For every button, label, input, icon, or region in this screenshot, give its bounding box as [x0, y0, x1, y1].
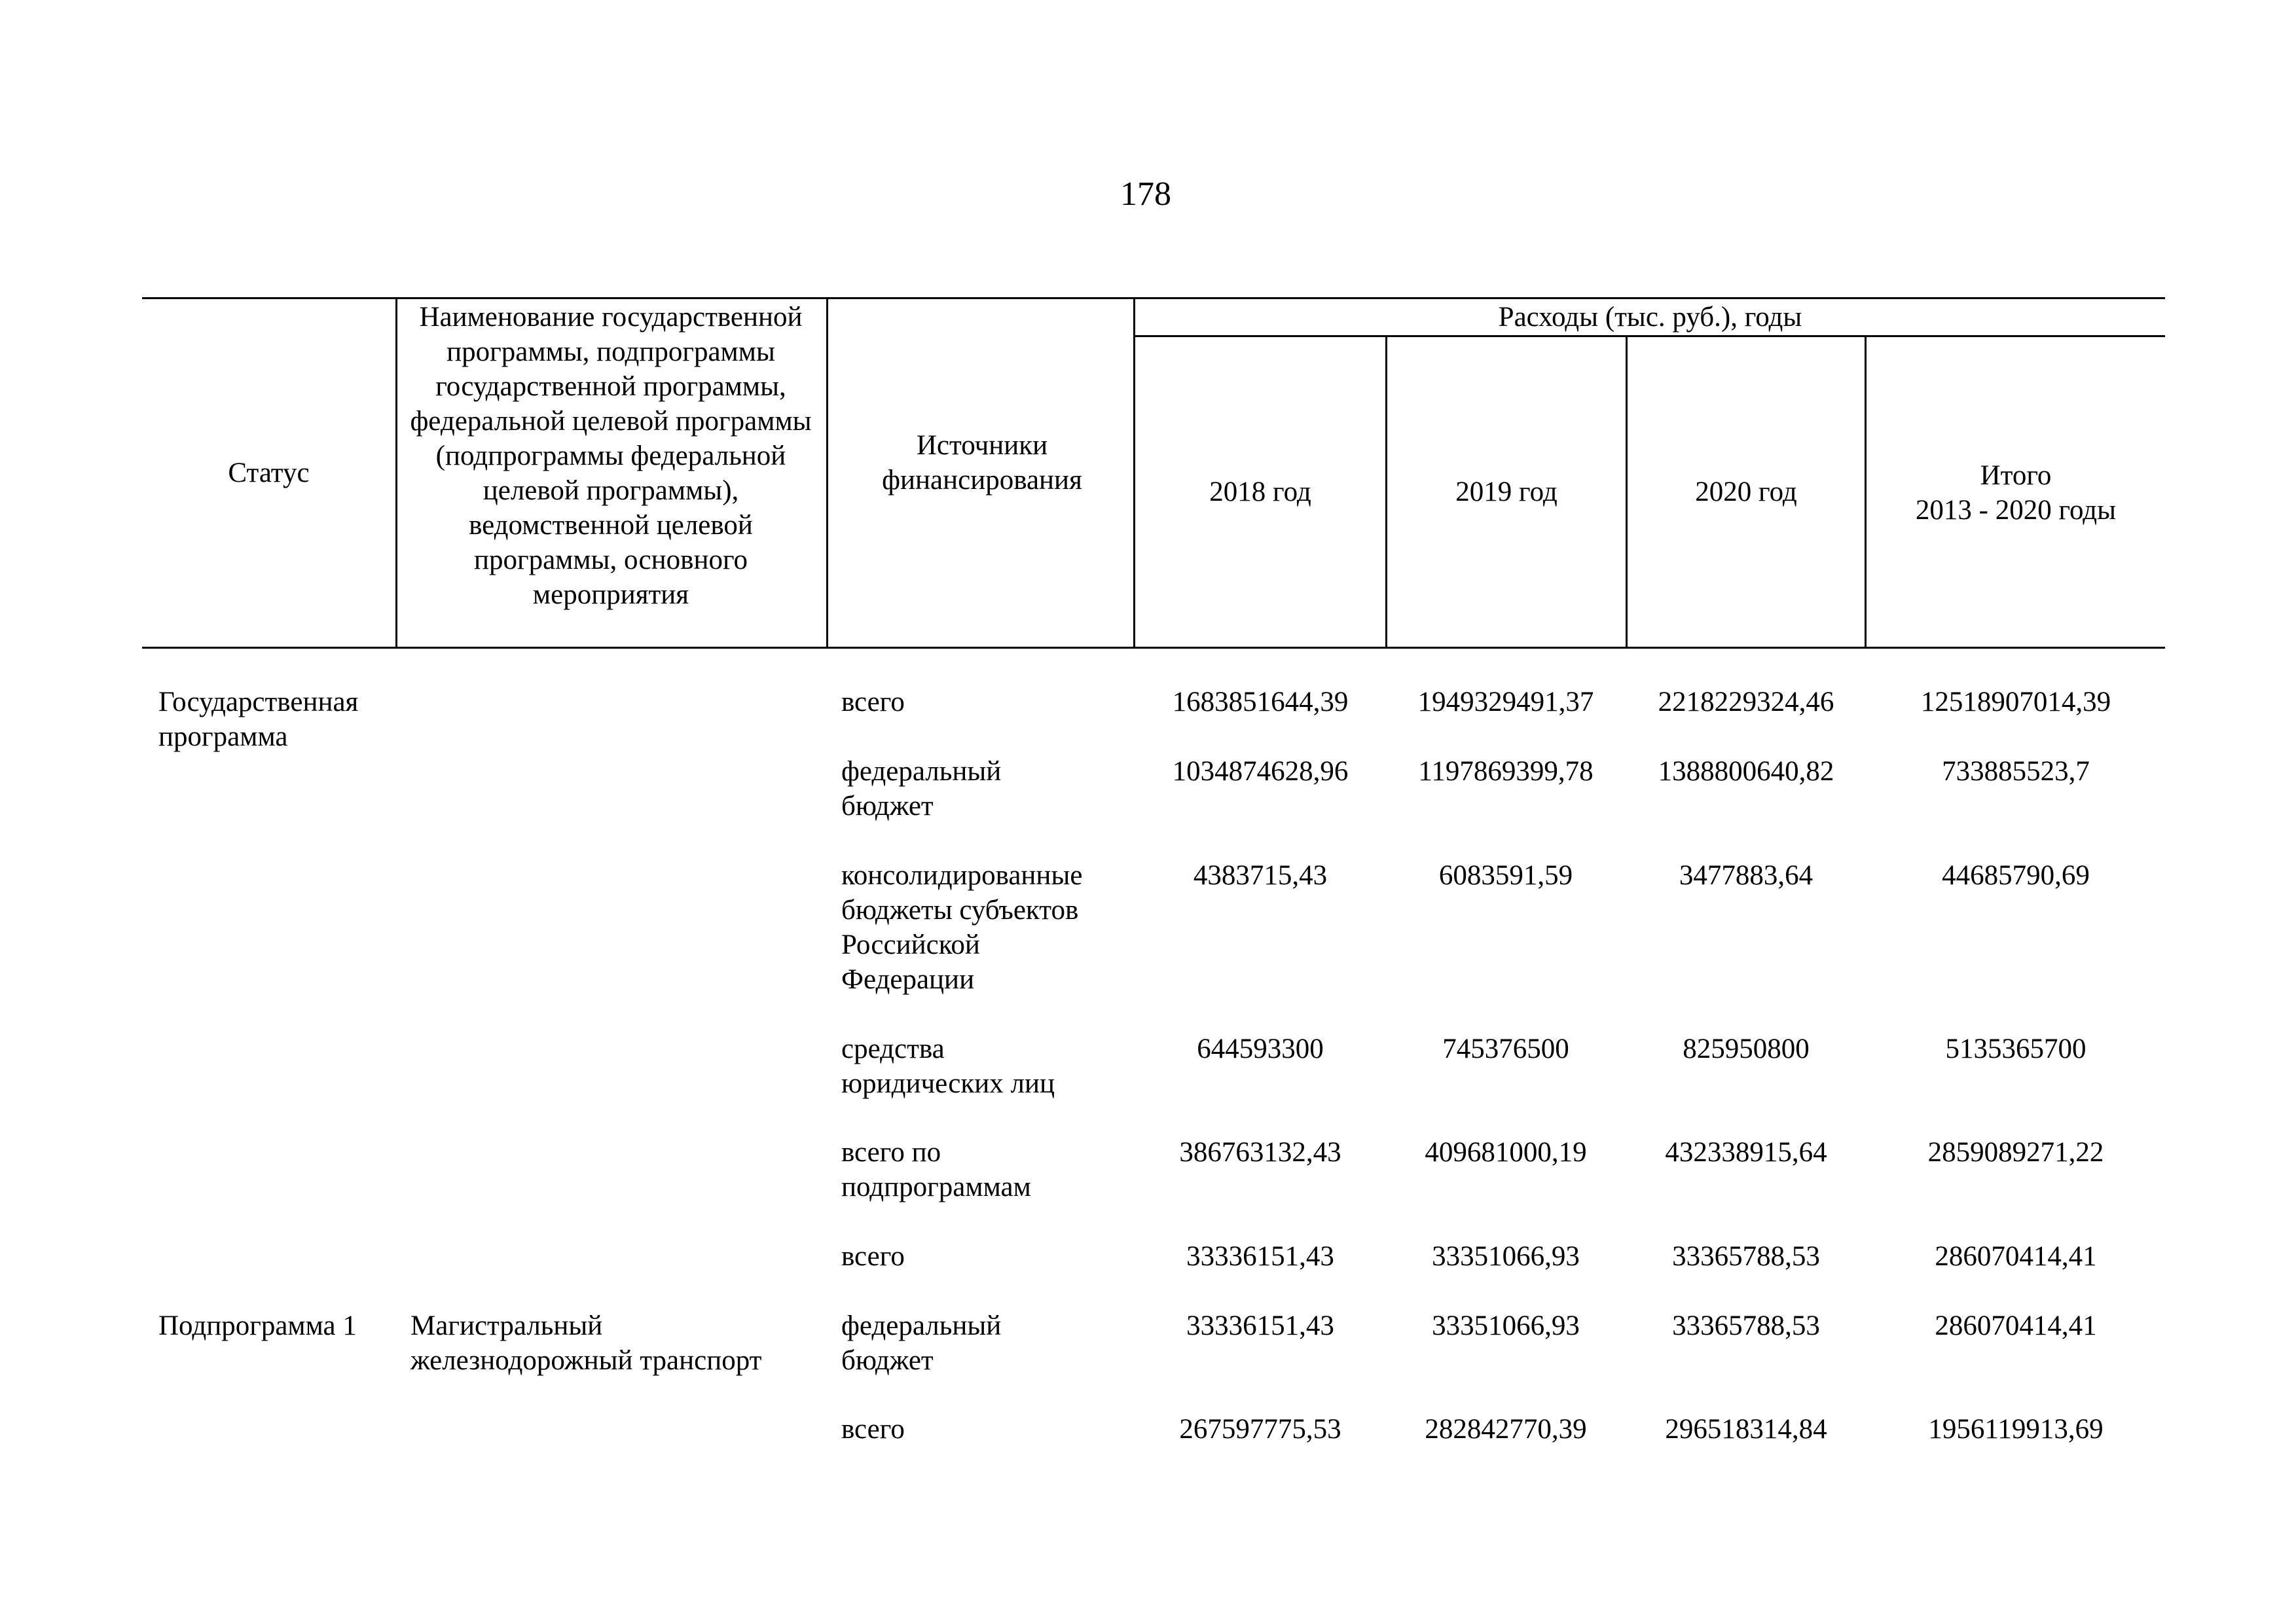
row-total: 5135365700	[1945, 1034, 2086, 1064]
header-2019: 2019 год	[1455, 477, 1558, 507]
row-2019: 33351066,93	[1432, 1241, 1580, 1272]
row-2020: 3477883,64	[1679, 860, 1813, 891]
header-total	[1867, 458, 2165, 528]
row-2018: 1683851644,39	[1172, 687, 1349, 717]
row-2018: 386763132,43	[1179, 1137, 1341, 1168]
row-2018: 267597775,53	[1179, 1414, 1341, 1445]
row-2020: 825950800	[1683, 1034, 1810, 1064]
row-2018: 1034874628,96	[1172, 756, 1349, 787]
row-total: 12518907014,39	[1920, 687, 2111, 717]
row-name: Магистральный железнодорожный транспорт	[410, 1310, 762, 1376]
page-number: 178	[1120, 175, 1171, 213]
row-2019: 6083591,59	[1438, 860, 1573, 891]
row-2020: 33365788,53	[1672, 1241, 1820, 1272]
row-source: федеральный бюджет	[841, 1310, 1002, 1376]
row-total: 286070414,41	[1935, 1241, 2097, 1272]
row-2019: 282842770,39	[1425, 1414, 1587, 1445]
row-2018: 33336151,43	[1186, 1310, 1334, 1341]
row-source: федеральный бюджет	[841, 756, 1002, 821]
row-2020: 2218229324,46	[1658, 687, 1834, 717]
row-total: 1956119913,69	[1928, 1414, 2104, 1445]
row-status: Государственная программа	[158, 687, 359, 752]
header-status: Статус	[228, 458, 310, 488]
row-2018: 4383715,43	[1193, 860, 1328, 891]
row-2019: 745376500	[1442, 1034, 1569, 1064]
header-total-line1: Итого	[1980, 460, 2052, 491]
row-source: всего	[841, 1241, 905, 1272]
row-2020: 1388800640,82	[1658, 756, 1834, 787]
header-top-border	[142, 297, 2165, 299]
row-total: 44685790,69	[1942, 860, 2090, 891]
header-bottom-border	[142, 647, 2165, 649]
row-2019: 1197869399,78	[1418, 756, 1594, 787]
header-2018: 2018 год	[1209, 477, 1311, 507]
table-header	[0, 0, 2296, 655]
row-2018: 644593300	[1197, 1034, 1324, 1064]
row-source: всего	[841, 1414, 905, 1445]
row-2018: 33336151,43	[1186, 1241, 1334, 1272]
col-divider-2	[826, 297, 828, 648]
row-source: консолидированные бюджеты субъектов Российской Федерации	[841, 860, 1083, 995]
header-sources: Источники финансирования	[882, 430, 1082, 496]
row-2020: 296518314,84	[1665, 1414, 1827, 1445]
row-status: Подпрограмма 1	[158, 1310, 357, 1341]
row-source: всего	[841, 687, 905, 717]
row-source: всего по подпрограммам	[841, 1137, 1031, 1202]
row-2019: 409681000,19	[1425, 1137, 1587, 1168]
row-total: 2859089271,22	[1927, 1137, 2104, 1168]
row-total: 733885523,7	[1942, 756, 2090, 787]
row-total: 286070414,41	[1935, 1310, 2097, 1341]
col-divider-1	[395, 297, 397, 648]
row-2019: 33351066,93	[1432, 1310, 1580, 1341]
header-2020: 2020 год	[1695, 477, 1797, 507]
header-total-line2: 2013 - 2020 годы	[1915, 495, 2117, 526]
row-source: средства юридических лиц	[841, 1034, 1055, 1099]
row-2019: 1949329491,37	[1417, 687, 1594, 717]
row-2020: 33365788,53	[1672, 1310, 1820, 1341]
header-expenses-group: Расходы (тыс. руб.), годы	[1498, 302, 1802, 333]
header-name: Наименование государственной программы, подпрограммы государственной программы, федеральной целевой программы (подпрограммы федеральной целевой программы), ведомственной целевой программы, основного мероприятия	[410, 302, 812, 610]
row-2020: 432338915,64	[1665, 1137, 1827, 1168]
